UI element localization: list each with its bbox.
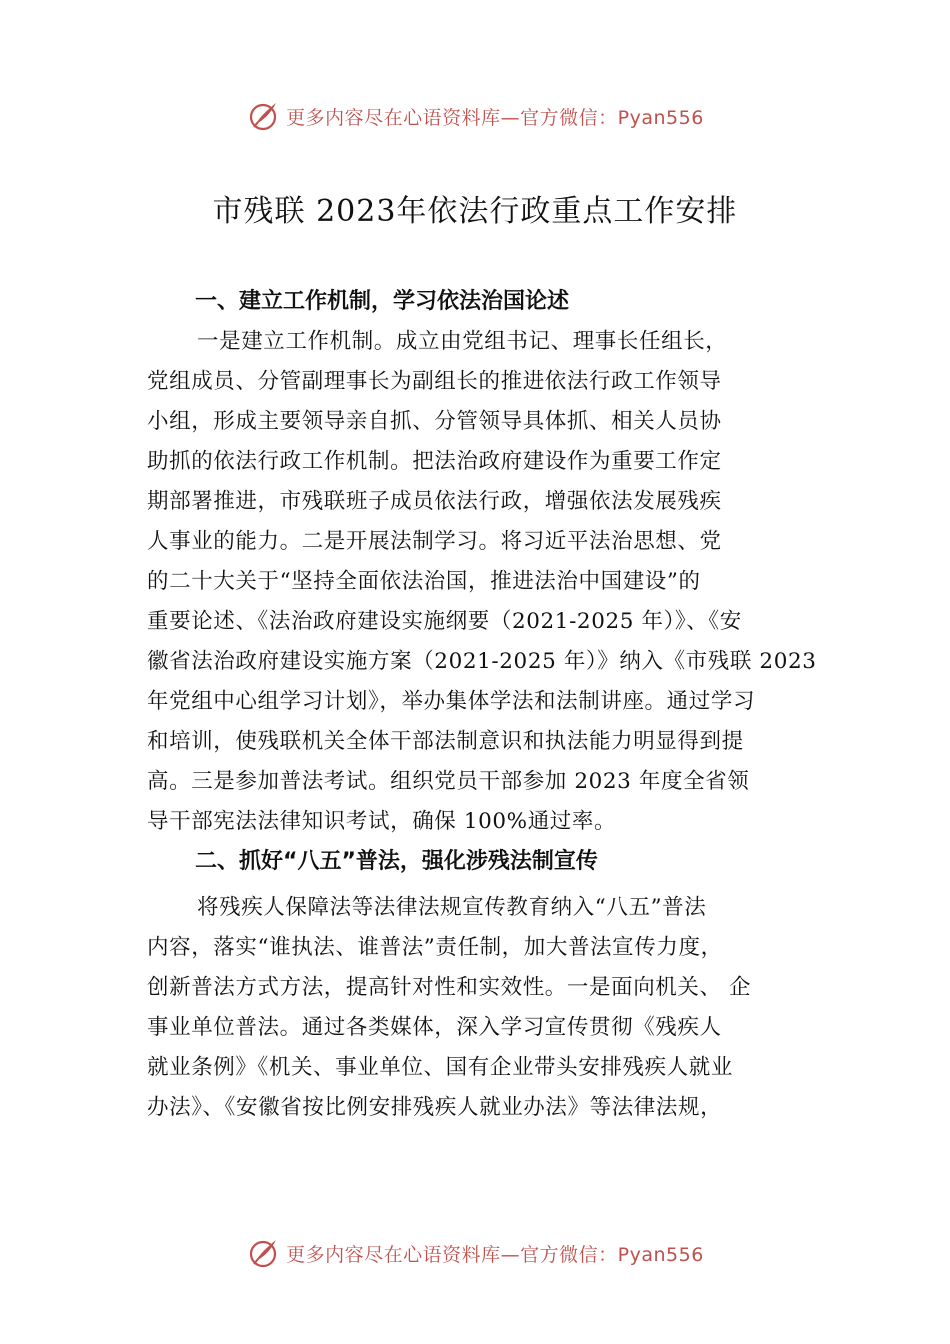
section-heading-1: 一、建立工作机制，学习依法治国论述: [195, 289, 570, 314]
quill-pen-logo-icon: [246, 99, 280, 133]
paragraph-line: 内容，落实“谁执法、谁普法”责任制，加大普法宣传力度，: [147, 935, 723, 960]
paragraph-line: 将残疾人保障法等法律法规宣传教育纳入“八五”普法: [197, 895, 707, 920]
paragraph-line: 就业条例》《机关、事业单位、国有企业带头安排残疾人就业: [147, 1055, 733, 1080]
paragraph-line: 徽省法治政府建设实施方案（2021-2025 年）》纳入《市残联 2023: [147, 649, 817, 674]
paragraph-line: 和培训，使残联机关全体干部法制意识和执法能力明显得到提: [147, 729, 744, 754]
paragraph-line: 的二十大关于“坚持全面依法治国，推进法治中国建设”的: [147, 569, 701, 594]
watermark-text: 更多内容尽在心语资料库—官方微信：Pyan556: [286, 1243, 704, 1266]
document-body: [147, 282, 817, 1128]
paragraph-line: 党组成员、分管副理事长为副组长的推进依法行政工作领导: [147, 369, 722, 394]
paragraph-line: 小组，形成主要领导亲自抓、分管领导具体抓、相关人员协: [147, 409, 722, 434]
section-heading-2: 二、抓好“八五”普法，强化涉残法制宣传: [195, 849, 598, 874]
paragraph-line: 助抓的依法行政工作机制。把法治政府建设作为重要工作定: [147, 449, 722, 474]
quill-pen-logo-icon: [246, 1236, 280, 1270]
section-2-paragraph: [147, 888, 817, 1128]
paragraph-line: 办法》、《安徽省按比例安排残疾人就业办法》等法律法规，: [147, 1095, 723, 1120]
watermark-banner-bottom: [0, 1233, 950, 1273]
paragraph-line: 重要论述、《法治政府建设实施纲要（2021-2025 年）》、《安: [147, 609, 742, 634]
paragraph-line: 年党组中心组学习计划》，举办集体学法和法制讲座。通过学习: [147, 689, 756, 714]
watermark-banner-top: [0, 96, 950, 136]
paragraph-line: 人事业的能力。二是开展法制学习。将习近平法治思想、党: [147, 529, 722, 554]
paragraph-line: 创新普法方式方法，提高针对性和实效性。一是面向机关、 企: [147, 975, 752, 1000]
paragraph-line: 高。三是参加普法考试。组织党员干部参加 2023 年度全省领: [147, 769, 750, 794]
paragraph-line: 事业单位普法。通过各类媒体，深入学习宣传贯彻《残疾人: [147, 1015, 722, 1040]
paragraph-line: 导干部宪法法律知识考试，确保 100%通过率。: [147, 809, 617, 834]
section-1-paragraph: [147, 322, 817, 842]
paragraph-line: 期部署推进，市残联班子成员依法行政，增强依法发展残疾: [147, 489, 722, 514]
paragraph-line: 一是建立工作机制。成立由党组书记、理事长任组长，: [197, 329, 728, 354]
document-title: 市残联 2023年依法行政重点工作安排: [212, 194, 738, 229]
watermark-text: 更多内容尽在心语资料库—官方微信：Pyan556: [286, 106, 704, 129]
